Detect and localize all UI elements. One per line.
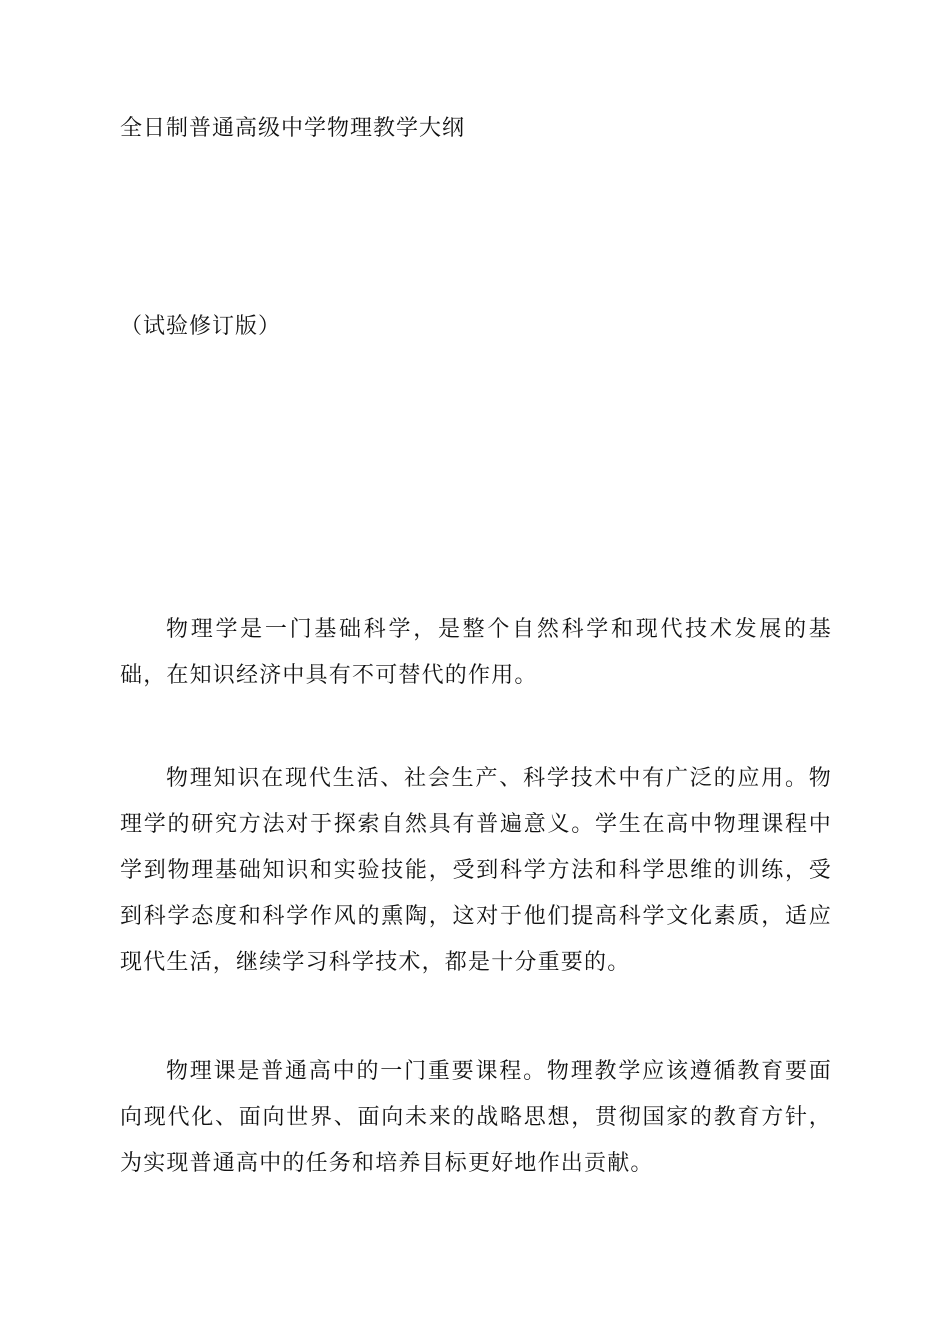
paragraph-2: 物理知识在现代生活、社会生产、科学技术中有广泛的应用。物理学的研究方法对于探索自然具有普遍意义。学生在高中物理课程中学到物理基础知识和实验技能，受到科学方法和科学思维的训练，受到科学态度和科学作风的熏陶，这对于他们提高科学文化素质，适应现代生活，继续学习科学技术，都是十分重要的。 xyxy=(120,766,832,975)
document-subtitle: （试验修订版） xyxy=(120,314,282,339)
document-title: 全日制普通高级中学物理教学大纲 xyxy=(120,116,466,141)
paragraph-3: 物理课是普通高中的一门重要课程。物理教学应该遵循教育要面向现代化、面向世界、面向未来的战略思想，贯彻国家的教育方针，为实现普通高中的任务和培养目标更好地作出贡献。 xyxy=(120,1059,832,1176)
paragraph-1: 物理学是一门基础科学，是整个自然科学和现代技术发展的基础，在知识经济中具有不可替代的作用。 xyxy=(120,617,832,688)
